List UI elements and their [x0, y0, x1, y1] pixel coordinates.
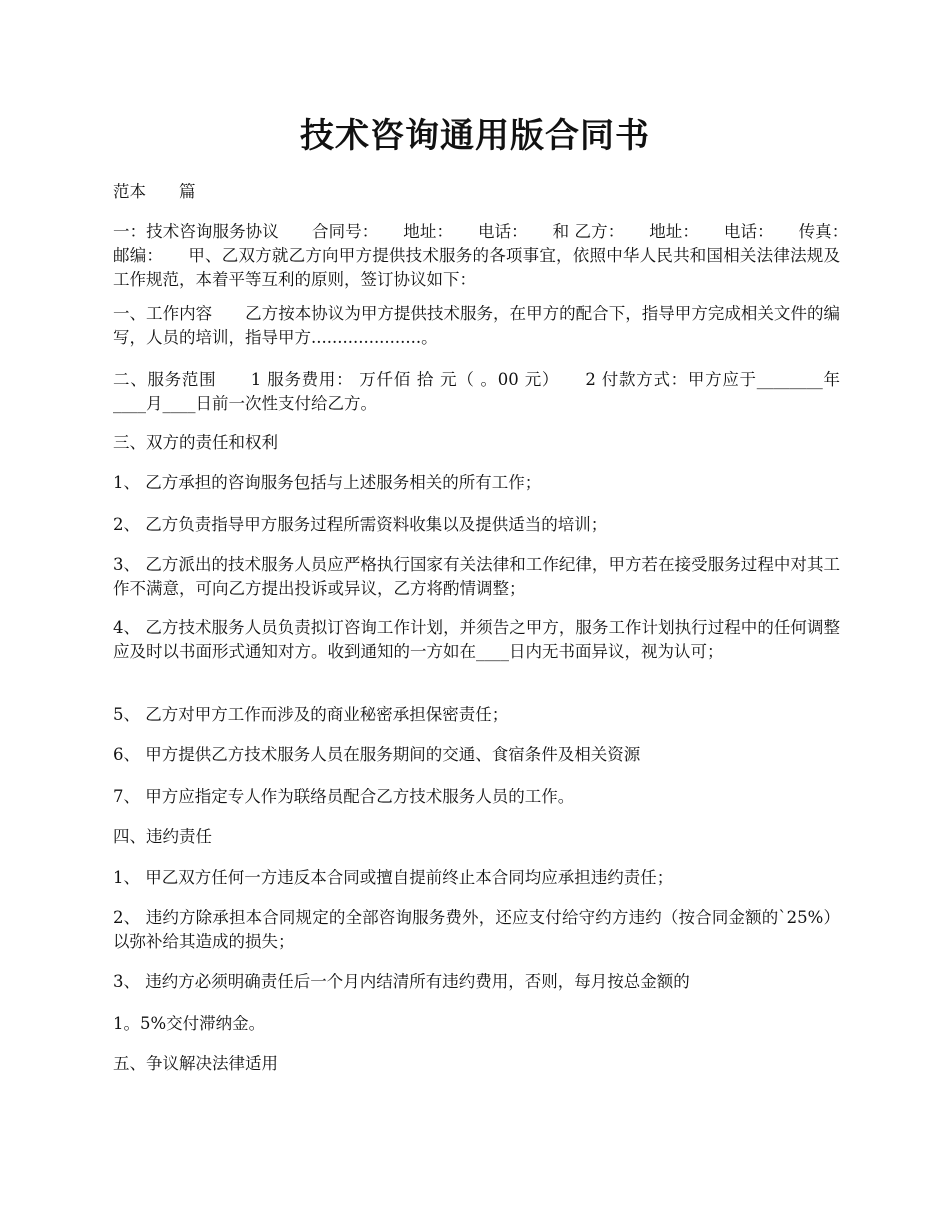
paragraph-agreement-header: 一：技术咨询服务协议 合同号： 地址： 电话： 和 乙方： 地址： 电话： 传真： 邮编： 甲、乙双方就乙方向甲方提供技术服务的各项事宜，依照中华人民共和国相关法律法规及工作规范，本着平等互利的原则，签订协议如下：: [113, 222, 873, 289]
clause-item: 1、 乙方承担的咨询服务包括与上述服务相关的所有工作；: [113, 473, 542, 492]
clause-item: 3、 违约方必须明确责任后一个月内结清所有违约费用，否则，每月按总金额的: [113, 972, 690, 991]
clause-item: 5、 乙方对甲方工作而涉及的商业秘密承担保密责任；: [113, 705, 509, 724]
clause-item: 1、 甲乙双方任何一方违反本合同或擅自提前终止本合同均应承担违约责任；: [113, 868, 674, 887]
clause-item: 2、 违约方除承担本合同规定的全部咨询服务费外，还应支付给守约方违约（按合同金额的`25%）以弥补给其造成的损失；: [113, 908, 840, 951]
clause-item: 7、 甲方应指定专人作为联络员配合乙方技术服务人员的工作。: [113, 787, 575, 806]
clause-item: 2、 乙方负责指导甲方服务过程所需资料收集以及提供适当的培训；: [113, 515, 608, 534]
paragraph-service-scope: 二、服务范围 1 服务费用： 万仟佰 拾 元（ 。00 元） 2 付款方式：甲方应于________年____月____日前一次性支付给乙方。: [113, 370, 840, 413]
section-heading-responsibilities: 三、双方的责任和权利: [113, 433, 278, 452]
clause-item-continuation: 1。5%交付滞纳金。: [113, 1014, 266, 1033]
section-heading-liability: 四、违约责任: [113, 827, 212, 846]
clause-item: 6、 甲方提供乙方技术服务人员在服务期间的交通、食宿条件及相关资源: [113, 745, 641, 764]
clause-item: 3、 乙方派出的技术服务人员应严格执行国家有关法律和工作纪律，甲方若在接受服务过程中对其工作不满意，可向乙方提出投诉或异议，乙方将酌情调整；: [113, 555, 840, 598]
paragraph-sample-label: 范本 篇: [113, 182, 196, 201]
clause-item: 4、 乙方技术服务人员负责拟订咨询工作计划，并须告之甲方，服务工作计划执行过程中的任何调整应及时以书面形式通知对方。收到通知的一方如在____日内无书面异议，视为认可；: [113, 618, 840, 661]
section-heading-dispute: 五、争议解决法律适用: [113, 1054, 278, 1073]
paragraph-work-content: 一、工作内容 乙方按本协议为甲方提供技术服务，在甲方的配合下，指导甲方完成相关文件的编写，人员的培训，指导甲方.....................。: [113, 304, 840, 347]
document-title: 技术咨询通用版合同书: [300, 116, 650, 156]
